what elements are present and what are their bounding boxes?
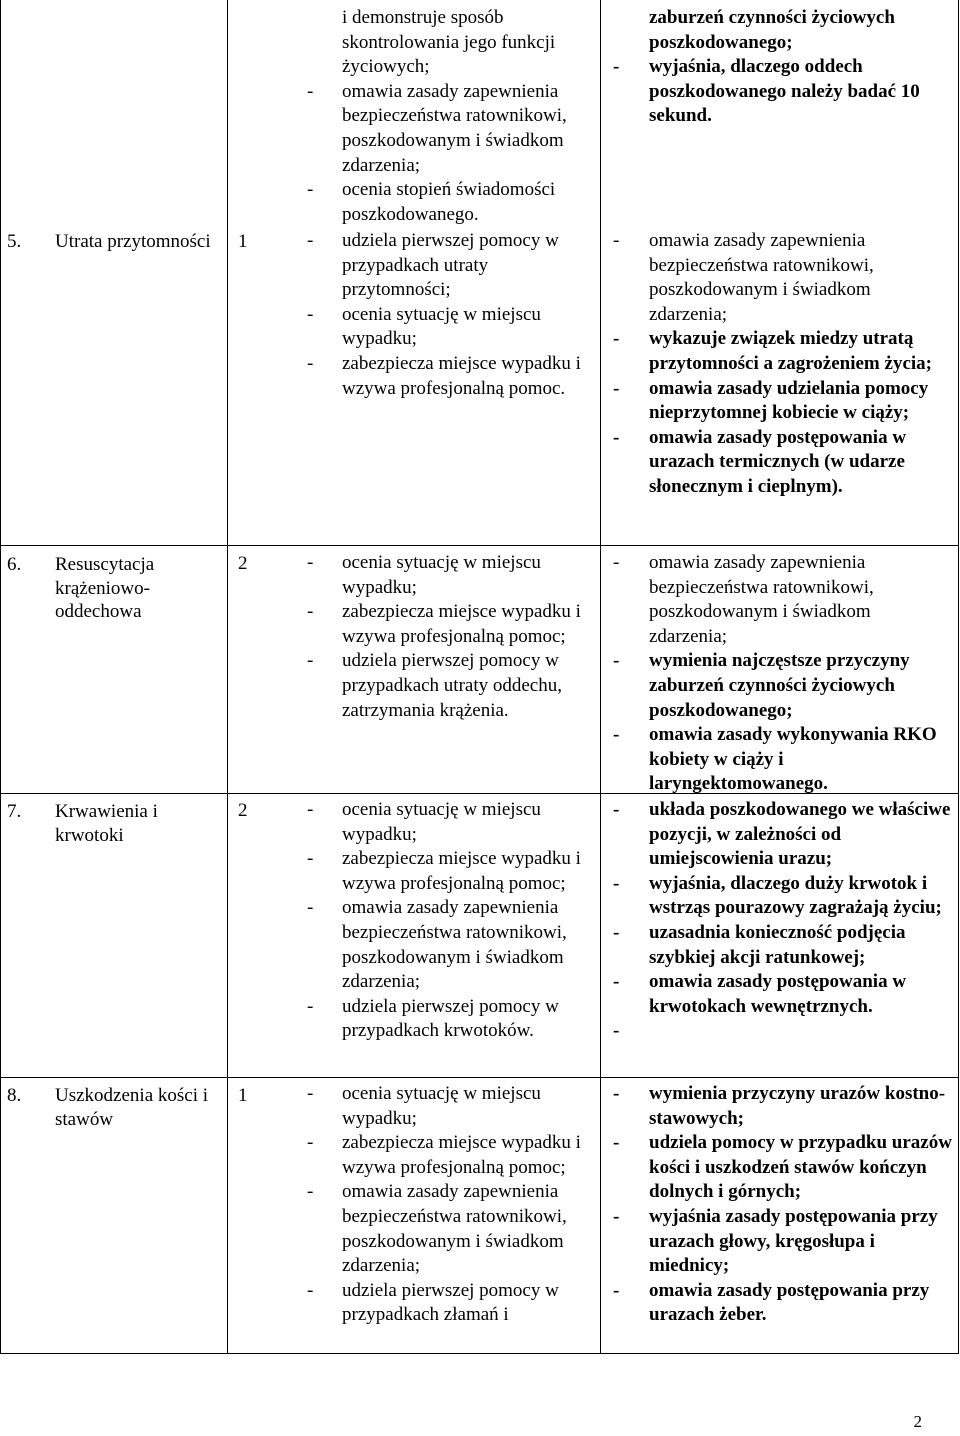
basic-requirements-7 xyxy=(307,798,597,1044)
topic-number: 7. xyxy=(7,801,22,822)
list-item: - udziela pomocy w przypadku urazów kości i uszkodzeń stawów kończyn dolnych i górnych; xyxy=(613,1132,952,1203)
list-item: - ocenia sytuację w miejscu wypadku; xyxy=(307,799,541,845)
list-item: - omawia zasady postępowania w urazach termicznych (w udarze słonecznym i cieplnym). xyxy=(613,426,907,497)
topic-name: Utrata przytomności xyxy=(55,231,211,252)
list-item: - wyjaśnia, dlaczego oddech poszkodowanego należy badać 10 sekund. xyxy=(613,56,920,127)
column-divider-1 xyxy=(227,0,228,1354)
extended-requirements-8 xyxy=(613,1082,953,1328)
list-item: - wymienia najczęstsze przyczyny zaburzeń czynności życiowych poszkodowanego; xyxy=(613,650,910,721)
hours-cell-6: 2 xyxy=(238,553,248,574)
table-border-left xyxy=(0,0,1,1354)
list-item: - wyjaśnia, dlaczego duży krwotok i wstrząs pourazowy zagrażają życiu; xyxy=(613,872,942,919)
list-item: - wyjaśnia zasady postępowania przy urazach głowy, kręgosłupa i miednicy; xyxy=(613,1205,938,1277)
list-item: - udziela pierwszej pomocy w przypadkach krwotoków. xyxy=(307,995,559,1042)
list-item: - omawia zasady postępowania w krwotokach wewnętrznych. xyxy=(613,971,907,1017)
list-item: - wymienia przyczyny urazów kostno-stawowych; xyxy=(613,1083,946,1129)
hours-cell-8: 1 xyxy=(238,1085,248,1106)
list-item: - omawia zasady udzielania pomocy nieprzytomnej kobiecie w ciąży; xyxy=(613,377,929,424)
list-item: - zabezpiecza miejsce wypadku i wzywa profesjonalną pomoc; xyxy=(307,1132,581,1178)
topic-name: Uszkodzenia kości i stawów xyxy=(55,1085,209,1130)
hours-cell-5: 1 xyxy=(238,231,248,252)
list-item: - ocenia stopień świadomości poszkodowanego. xyxy=(307,179,556,225)
list-item: - zabezpiecza miejsce wypadku i wzywa profesjonalną pomoc; xyxy=(307,848,581,894)
hours-cell-7: 2 xyxy=(238,800,248,821)
list-item: - udziela pierwszej pomocy w przypadkach utraty przytomności; xyxy=(307,230,559,301)
topic-number: 5. xyxy=(7,231,22,252)
extended-requirements-6 xyxy=(613,551,953,797)
topic-name: Resuscytacja krążeniowo-oddechowa xyxy=(55,554,155,622)
list-item: - zabezpiecza miejsce wypadku i wzywa profesjonalną pomoc. xyxy=(307,352,581,399)
list-item: - zabezpiecza miejsce wypadku i wzywa profesjonalną pomoc; xyxy=(307,601,581,647)
extended-requirements-7 xyxy=(613,798,953,1044)
list-item: - ocenia sytuację w miejscu wypadku; xyxy=(307,552,541,598)
continuation-extended-list xyxy=(613,6,953,129)
basic-requirements-8 xyxy=(307,1082,597,1328)
list-item: - układa poszkodowanego we właściwe pozycji, w zależności od umiejscowienia urazu; xyxy=(613,799,951,870)
continuation-basic-list xyxy=(307,6,597,227)
column-divider-2 xyxy=(600,0,601,1354)
topic-number: 8. xyxy=(7,1085,22,1106)
page-number: 2 xyxy=(913,1412,922,1431)
list-item: - omawia zasady zapewnienia bezpieczeństwa ratownikowi, poszkodowanym i świadkom zdarzenia; xyxy=(613,230,874,325)
topic-number: 6. xyxy=(7,554,22,575)
extended-requirements-5 xyxy=(613,229,953,500)
list-item: - udziela pierwszej pomocy w przypadkach utraty oddechu, zatrzymania krążenia. xyxy=(307,650,562,721)
list-item: - omawia zasady zapewnienia bezpieczeństwa ratownikowi, poszkodowanym i świadkom zdarzenia; xyxy=(307,1181,567,1277)
list-item: - omawia zasady wykonywania RKO kobiety w ciąży i laryngektomowanego. xyxy=(613,724,937,795)
table-border-bottom xyxy=(0,1353,959,1354)
basic-requirements-5 xyxy=(307,229,597,401)
list-item: - omawia zasady zapewnienia bezpieczeństwa ratownikowi, poszkodowanym i świadkom zdarzenia; xyxy=(613,552,874,647)
list-item: - omawia zasady zapewnienia bezpieczeństwa ratownikowi, poszkodowanym i świadkom zdarzenia; xyxy=(307,897,567,993)
table-border-right xyxy=(958,0,959,1354)
list-item: - xyxy=(613,1020,620,1042)
basic-requirements-6 xyxy=(307,551,597,723)
list-item: - ocenia sytuację w miejscu wypadku; xyxy=(307,1083,541,1129)
list-item: - wykazuje związek miedzy utratą przytomności a zagrożeniem życia; xyxy=(613,328,932,374)
row-divider-6 xyxy=(0,545,959,546)
list-item: i demonstruje sposób skontrolowania jego funkcji życiowych; xyxy=(342,7,556,78)
list-item: - omawia zasady postępowania przy urazach żeber. xyxy=(613,1279,930,1326)
list-item: - ocenia sytuację w miejscu wypadku; xyxy=(307,303,541,350)
topic-name: Krwawienia i krwotoki xyxy=(55,801,158,846)
list-item: zaburzeń czynności życiowych poszkodowanego; xyxy=(649,7,895,53)
list-item: - udziela pierwszej pomocy w przypadkach złamań i xyxy=(307,1279,559,1326)
row-divider-8 xyxy=(0,1077,959,1078)
list-item: - uzasadnia konieczność podjęcia szybkiej akcji ratunkowej; xyxy=(613,921,906,968)
list-item: - omawia zasady zapewnienia bezpieczeństwa ratownikowi, poszkodowanym i świadkom zdarzenia; xyxy=(307,80,567,176)
